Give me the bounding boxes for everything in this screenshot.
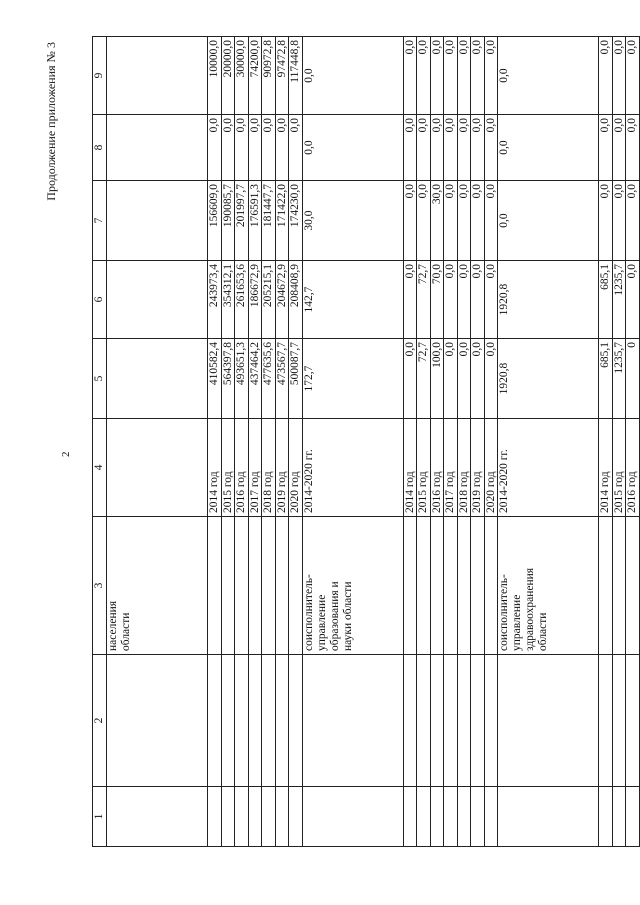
value-cell: 0,0 <box>471 339 485 419</box>
empty-cell <box>612 517 626 655</box>
total-value-cell: 0,0 <box>302 37 403 115</box>
value-cell: 0,0 <box>235 115 249 181</box>
table-row <box>262 37 276 847</box>
appendix-caption: Продолжение приложения № 3 <box>44 42 58 201</box>
value-cell: 72,7 <box>417 339 431 419</box>
empty-cell <box>484 655 498 787</box>
value-cell: 0,0 <box>484 339 498 419</box>
empty-cell <box>417 787 431 847</box>
empty-cell <box>457 517 471 655</box>
empty-cell <box>221 517 235 655</box>
value-cell: 0,0 <box>471 37 485 115</box>
value-cell: 493651,3 <box>235 339 249 419</box>
column-header: 6 <box>93 261 107 339</box>
empty-cell <box>484 517 498 655</box>
total-value-cell: 30,0 <box>302 181 403 261</box>
value-cell: 205215,1 <box>262 261 276 339</box>
empty-cell <box>471 517 485 655</box>
empty-cell <box>430 655 444 787</box>
value-cell: 30000,0 <box>235 37 249 115</box>
value-cell: 0,0 <box>612 115 626 181</box>
empty-cell <box>444 787 458 847</box>
value-cell: 0,0 <box>612 37 626 115</box>
value-cell: 0,0 <box>275 115 289 181</box>
table-row <box>248 37 262 847</box>
empty-cell <box>471 655 485 787</box>
value-cell: 0,0 <box>430 37 444 115</box>
empty-cell <box>208 517 222 655</box>
empty-cell <box>430 517 444 655</box>
value-cell: 201997,7 <box>235 181 249 261</box>
empty-cell <box>262 517 276 655</box>
value-cell: 186672,9 <box>248 261 262 339</box>
value-cell: 0,0 <box>444 261 458 339</box>
period-cell: 2019 год <box>471 419 485 517</box>
value-cell: 30,0 <box>430 181 444 261</box>
empty-cell <box>498 787 599 847</box>
value-cell: 97472,8 <box>275 37 289 115</box>
table-row <box>430 37 444 847</box>
period-cell: 2014 год <box>599 419 613 517</box>
block-total-row <box>498 37 599 847</box>
empty-cell <box>248 655 262 787</box>
table-row <box>208 37 222 847</box>
column-header: 4 <box>93 419 107 517</box>
value-cell: 204672,9 <box>275 261 289 339</box>
value-cell: 564397,8 <box>221 339 235 419</box>
empty-cell <box>417 655 431 787</box>
table-row <box>626 37 640 847</box>
table-row <box>417 37 431 847</box>
empty-cell <box>248 517 262 655</box>
table-body <box>93 37 640 847</box>
column-header: 2 <box>93 655 107 787</box>
empty-cell <box>417 517 431 655</box>
value-cell: 0,0 <box>626 261 640 339</box>
empty-cell <box>221 655 235 787</box>
value-cell: 0,0 <box>417 181 431 261</box>
value-cell: 0,0 <box>457 115 471 181</box>
empty-cell <box>457 655 471 787</box>
empty-cell <box>107 419 208 517</box>
value-cell: 685,1 <box>599 339 613 419</box>
value-cell: 171422,0 <box>275 181 289 261</box>
value-cell: 156609,0 <box>208 181 222 261</box>
value-cell: 0,0 <box>403 261 417 339</box>
period-cell: 2017 год <box>444 419 458 517</box>
value-cell: 0,0 <box>599 115 613 181</box>
value-cell: 0,0 <box>599 181 613 261</box>
empty-cell <box>599 787 613 847</box>
total-value-cell: 0,0 <box>498 181 599 261</box>
empty-cell <box>275 655 289 787</box>
value-cell: 174230,0 <box>289 181 303 261</box>
value-cell: 0,0 <box>417 115 431 181</box>
empty-cell <box>107 181 208 261</box>
value-cell: 1235,7 <box>612 339 626 419</box>
empty-cell <box>275 787 289 847</box>
total-value-cell: 1920,8 <box>498 261 599 339</box>
table-row <box>444 37 458 847</box>
value-cell: 0,0 <box>403 339 417 419</box>
total-value-cell: 0,0 <box>498 37 599 115</box>
value-cell: 0,0 <box>484 181 498 261</box>
value-cell: 261653,6 <box>235 261 249 339</box>
total-value-cell: 172,7 <box>302 339 403 419</box>
value-cell: 354312,1 <box>221 261 235 339</box>
empty-cell <box>498 655 599 787</box>
value-cell: 20000,0 <box>221 37 235 115</box>
period-cell: 2014-2020 гг. <box>302 419 403 517</box>
empty-cell <box>484 787 498 847</box>
value-cell: 0,0 <box>599 37 613 115</box>
period-cell: 2014 год <box>208 419 222 517</box>
value-cell: 0,0 <box>248 115 262 181</box>
value-cell: 0,0 <box>403 181 417 261</box>
value-cell: 0 <box>626 339 640 419</box>
table-row <box>599 37 613 847</box>
table-row <box>221 37 235 847</box>
value-cell: 0,0 <box>471 181 485 261</box>
empty-cell <box>262 655 276 787</box>
period-cell: 2016 год <box>430 419 444 517</box>
column-header: 5 <box>93 339 107 419</box>
empty-cell <box>235 655 249 787</box>
value-cell: 0,0 <box>484 115 498 181</box>
value-cell: 90972,8 <box>262 37 276 115</box>
empty-cell <box>403 655 417 787</box>
period-cell: 2018 год <box>262 419 276 517</box>
value-cell: 0,0 <box>289 115 303 181</box>
value-cell: 0,0 <box>444 37 458 115</box>
empty-cell <box>599 517 613 655</box>
empty-cell <box>430 787 444 847</box>
value-cell: 0,0 <box>457 261 471 339</box>
period-cell: 2015 год <box>612 419 626 517</box>
value-cell: 0,0 <box>484 37 498 115</box>
empty-cell <box>208 787 222 847</box>
value-cell: 473567,7 <box>275 339 289 419</box>
period-cell: 2019 год <box>275 419 289 517</box>
period-cell: 2015 год <box>417 419 431 517</box>
value-cell: 0,0 <box>430 115 444 181</box>
executor-cell: соисполнитель- управление образования и науки области <box>302 517 403 655</box>
empty-cell <box>612 655 626 787</box>
empty-cell <box>208 655 222 787</box>
value-cell: 0,0 <box>417 37 431 115</box>
column-header: 9 <box>93 37 107 115</box>
empty-cell <box>262 787 276 847</box>
empty-cell <box>457 787 471 847</box>
empty-cell <box>107 339 208 419</box>
period-cell: 2014-2020 гг. <box>498 419 599 517</box>
value-cell: 0,0 <box>457 37 471 115</box>
value-cell: 0,0 <box>444 339 458 419</box>
period-cell: 2017 год <box>248 419 262 517</box>
appendix-table <box>92 36 640 847</box>
page-number: 2 <box>60 451 72 457</box>
empty-cell <box>107 655 208 787</box>
table-row <box>275 37 289 847</box>
period-cell: 2015 год <box>221 419 235 517</box>
block-total-row <box>302 37 403 847</box>
value-cell: 0,0 <box>626 115 640 181</box>
header-row <box>93 37 107 847</box>
empty-cell <box>107 261 208 339</box>
empty-cell <box>444 655 458 787</box>
value-cell: 685,1 <box>599 261 613 339</box>
value-cell: 243973,4 <box>208 261 222 339</box>
empty-cell <box>612 787 626 847</box>
table-row <box>403 37 417 847</box>
empty-cell <box>235 517 249 655</box>
total-value-cell: 142,7 <box>302 261 403 339</box>
value-cell: 0,0 <box>626 37 640 115</box>
empty-cell <box>599 655 613 787</box>
value-cell: 70,0 <box>430 261 444 339</box>
value-cell: 0,0 <box>262 115 276 181</box>
period-cell: 2014 год <box>403 419 417 517</box>
empty-cell <box>403 787 417 847</box>
empty-cell <box>107 787 208 847</box>
empty-cell <box>235 787 249 847</box>
value-cell: 117448,8 <box>289 37 303 115</box>
block-label-row <box>107 37 208 847</box>
value-cell: 437464,2 <box>248 339 262 419</box>
empty-cell <box>626 517 640 655</box>
empty-cell <box>626 655 640 787</box>
empty-cell <box>289 517 303 655</box>
value-cell: 181447,7 <box>262 181 276 261</box>
value-cell: 0,0 <box>471 115 485 181</box>
empty-cell <box>302 655 403 787</box>
value-cell: 0,0 <box>471 261 485 339</box>
value-cell: 190085,7 <box>221 181 235 261</box>
value-cell: 0,0 <box>612 181 626 261</box>
period-cell: 2016 год <box>235 419 249 517</box>
empty-cell <box>289 655 303 787</box>
value-cell: 0,0 <box>444 115 458 181</box>
column-header: 7 <box>93 181 107 261</box>
value-cell: 0,0 <box>208 115 222 181</box>
value-cell: 74200,0 <box>248 37 262 115</box>
empty-cell <box>471 787 485 847</box>
empty-cell <box>248 787 262 847</box>
value-cell: 10000,0 <box>208 37 222 115</box>
value-cell: 0,0 <box>403 115 417 181</box>
value-cell: 0,0 <box>444 181 458 261</box>
table-row <box>289 37 303 847</box>
column-header: 8 <box>93 115 107 181</box>
empty-cell <box>444 517 458 655</box>
column-header: 1 <box>93 787 107 847</box>
executor-cell: населения области <box>107 517 208 655</box>
empty-cell <box>107 115 208 181</box>
empty-cell <box>302 787 403 847</box>
table-row <box>457 37 471 847</box>
empty-cell <box>403 517 417 655</box>
table-row <box>471 37 485 847</box>
value-cell: 0,0 <box>457 181 471 261</box>
value-cell: 500087,7 <box>289 339 303 419</box>
period-cell: 2016 год <box>626 419 640 517</box>
value-cell: 0,0 <box>626 181 640 261</box>
column-header: 3 <box>93 517 107 655</box>
empty-cell <box>626 787 640 847</box>
value-cell: 0,0 <box>484 261 498 339</box>
period-cell: 2020 год <box>484 419 498 517</box>
value-cell: 72,7 <box>417 261 431 339</box>
period-cell: 2020 год <box>289 419 303 517</box>
total-value-cell: 0,0 <box>498 115 599 181</box>
empty-cell <box>107 37 208 115</box>
value-cell: 176591,3 <box>248 181 262 261</box>
value-cell: 410582,4 <box>208 339 222 419</box>
total-value-cell: 0,0 <box>302 115 403 181</box>
value-cell: 208408,9 <box>289 261 303 339</box>
period-cell: 2018 год <box>457 419 471 517</box>
table-row <box>612 37 626 847</box>
empty-cell <box>289 787 303 847</box>
table-row <box>235 37 249 847</box>
value-cell: 0,0 <box>457 339 471 419</box>
executor-cell: соисполнитель- управление здравоохранения области <box>498 517 599 655</box>
table-row <box>484 37 498 847</box>
empty-cell <box>221 787 235 847</box>
total-value-cell: 1920,8 <box>498 339 599 419</box>
value-cell: 477635,6 <box>262 339 276 419</box>
value-cell: 100,0 <box>430 339 444 419</box>
value-cell: 1235,7 <box>612 261 626 339</box>
empty-cell <box>275 517 289 655</box>
value-cell: 0,0 <box>221 115 235 181</box>
value-cell: 0,0 <box>403 37 417 115</box>
